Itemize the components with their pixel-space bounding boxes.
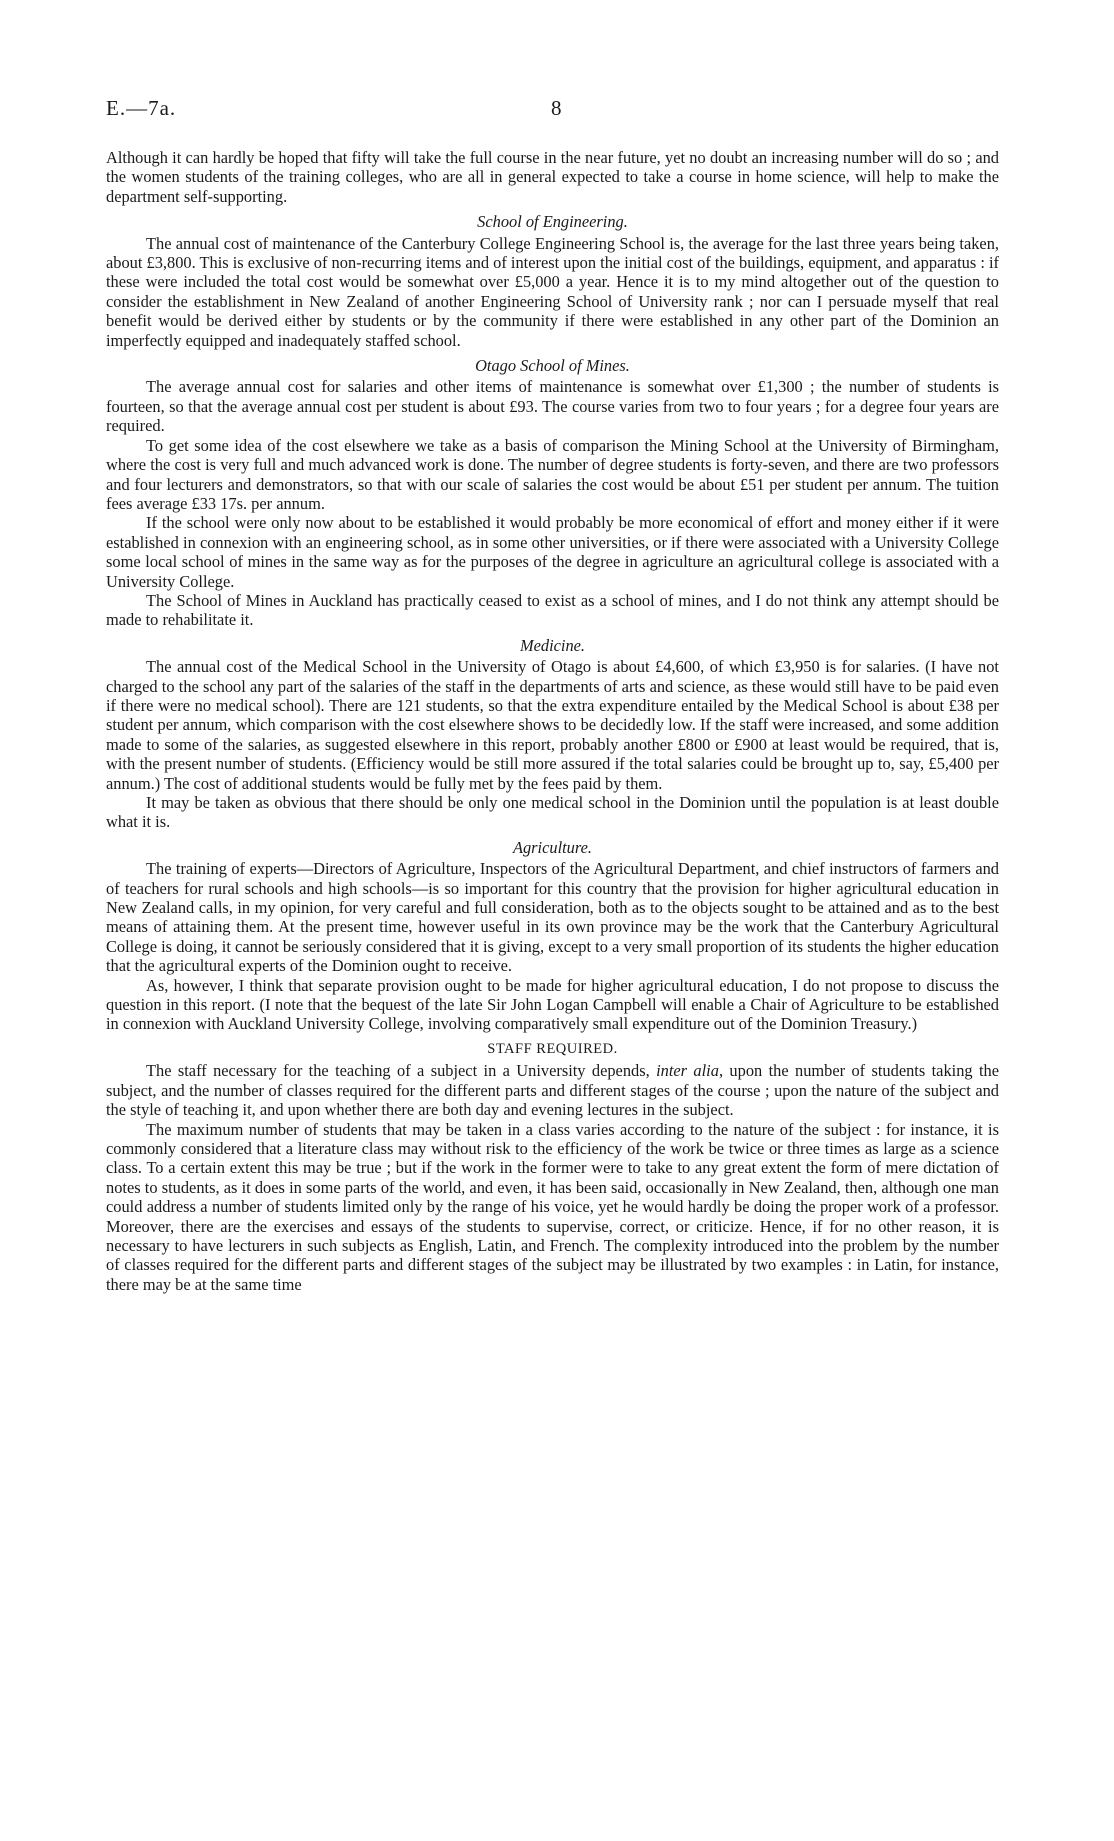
section-heading-medicine: Medicine. [519, 635, 586, 655]
section-heading-staff: STAFF REQUIRED. [487, 1040, 618, 1057]
section-heading-mines: Otago School of Mines. [475, 356, 630, 376]
text-run: The staff necessary for the teaching of a subject in a University depends, [146, 1061, 657, 1081]
document-body [106, 148, 999, 1294]
paragraph: The maximum number of students that may be taken in a class varies according to the nature of the subject : for instance, it is commonly considered that a literature class may without risk to the efficiency of the work be twice or three times as large as a science class. To a certain extent this may be true ; but if the work in the former were to take to any great extent the form of mere dictation of notes to students, as it does in some parts of the world, and even, it has been said, occasionally in New Zealand, then, although one man could address a number of students limited only by the range of his voice, yet he would hardly be doing the proper work of a professor. Moreover, there are the exercises and essays of the students to supervise, correct, or criticize. Hence, if for no other reason, it is necessary to have lecturers in such subjects as English, Latin, and French. The complexity introduced into the problem by the number of classes required for the different parts and different stages of the subject may be illustrated by two examples : in Latin, for instance, there may be at the same time [106, 1119, 999, 1294]
paragraph: The School of Mines in Auckland has practically ceased to exist as a school of mines, and I do not think any attempt should be made to rehabilitate it. [106, 590, 999, 630]
text-run: , upon the number of students taking the subject, and the number of classes required for the different parts and different stages of the course ; upon the nature of the subject and the style of teaching it, and upon whether there are both day and evening lectures in the subject. [106, 1061, 999, 1120]
paragraph: If the school were only now about to be established it would probably be more economical of effort and money either if it were established in connexion with an engineering school, as in some other universities, or if there were associated with a University College some local school of mines in the same way as for the purposes of the degree in agriculture an agricultural college is associated with a University College. [106, 513, 999, 591]
paragraph: The average annual cost for salaries and other items of maintenance is somewhat over £1,300 ; the number of students is fourteen, so that the average annual cost per student is about £93. The course varies from two to four years ; for a degree four years are required. [106, 377, 999, 436]
paragraph [106, 1061, 999, 1119]
paragraph: To get some idea of the cost elsewhere we take as a basis of comparison the Mining School at the University of Birmingham, where the cost is very full and much advanced work is done. The number of degree students is forty-seven, and there are two professors and four lecturers and demonstrators, so that with our scale of salaries the cost would be about £51 per student per annum. The tuition fees average £33 17s. per annum. [106, 435, 999, 513]
document-reference: E.—7a. [106, 96, 177, 120]
paragraph: As, however, I think that separate provision ought to be made for higher agricultural education, I do not propose to discuss the question in this report. (I note that the bequest of the late Sir John Logan Campbell will enable a Chair of Agriculture to be established in connexion with Auckland University College, involving comparatively small expenditure out of the Dominion Treasury.) [106, 975, 999, 1034]
page-header [106, 96, 1006, 126]
paragraph: It may be taken as obvious that there should be only one medical school in the Dominion until the population is at least double what it is. [106, 793, 999, 832]
section-heading-engineering: School of Engineering. [477, 212, 628, 232]
italic-term: inter alia [656, 1061, 719, 1081]
paragraph: The training of experts—Directors of Agriculture, Inspectors of the Agricultural Department, and chief instructors of farmers and of teachers for rural schools and high schools—is so important for this country that the provision for higher agricultural education in New Zealand calls, in my opinion, for very careful and full consideration, both as to the objects sought to be attained and as to the best means of attaining them. At the present time, however useful in its own province may be the work that the Canterbury Agricultural College is doing, it cannot be seriously considered that it is giving, except to a very small proportion of its students the higher education that the agricultural experts of the Dominion ought to receive. [106, 859, 999, 976]
page-number: 8 [551, 96, 562, 120]
section-heading-agriculture: Agriculture. [512, 837, 593, 857]
intro-paragraph: Although it can hardly be hoped that fifty will take the full course in the near future, yet no doubt an increasing number will do so ; and the women students of the training colleges, who are all in general expected to take a course in home science, will help to make the department self-supporting. [106, 148, 999, 206]
paragraph: The annual cost of maintenance of the Canterbury College Engineering School is, the average for the last three years being taken, about £3,800. This is exclusive of non-recurring items and of interest upon the initial cost of the buildings, equipment, and apparatus : if these were included the total cost would be somewhat over £5,000 a year. Hence it is to my mind altogether out of the question to consider the establishment in New Zealand of another Engineering School of University rank ; nor can I persuade myself that real benefit would be derived either by students or by the community if there were established in any other part of the Dominion an imperfectly equipped and inadequately staffed school. [106, 233, 999, 350]
paragraph: The annual cost of the Medical School in the University of Otago is about £4,600, of which £3,950 is for salaries. (I have not charged to the school any part of the salaries of the staff in the departments of arts and science, as these would still have to be paid even if there were no medical school). There are 121 students, so that the extra expenditure entailed by the Medical School is about £38 per student per annum, which comparison with the cost elsewhere shows to be decidedly low. If the staff were increased, and some addition made to some of the salaries, as suggested elsewhere in this report, probably another £800 or £900 at least would be required, that is, with the present number of students. (Efficiency would be still more assured if the total salaries could be brought up to, say, £5,400 per annum.) The cost of additional students would be fully met by the fees paid by them. [106, 657, 999, 793]
